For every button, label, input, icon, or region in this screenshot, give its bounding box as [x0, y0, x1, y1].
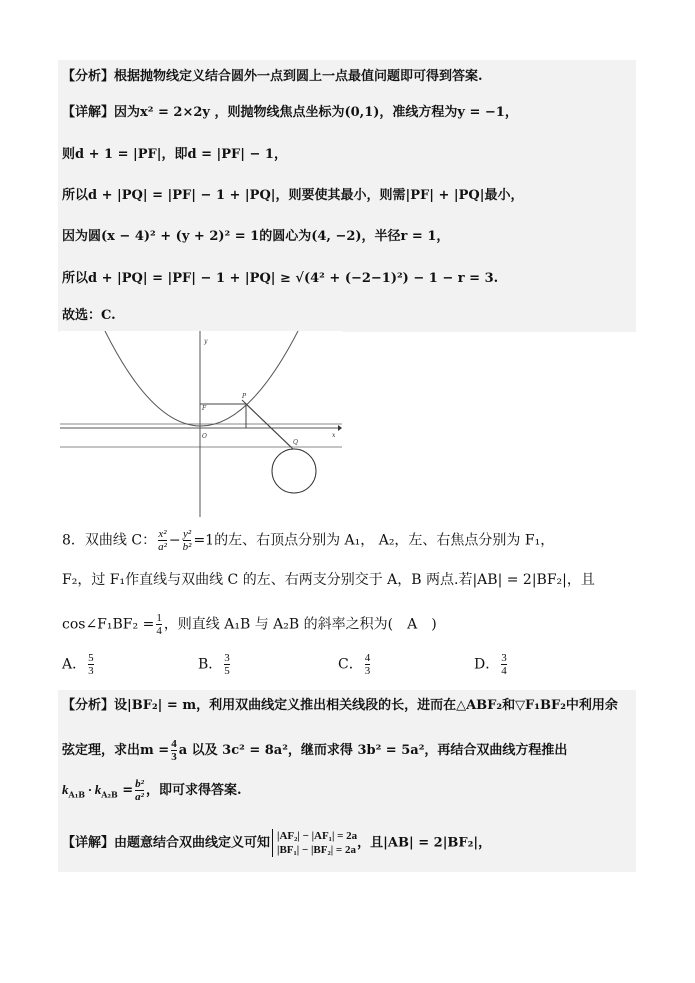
frac-b2-a2	[135, 778, 144, 803]
slope-k2: · k	[84, 782, 102, 797]
frac-num: 4	[364, 652, 371, 664]
frac-den: 4	[156, 625, 162, 637]
option-fraction	[88, 652, 94, 677]
question-8-text-b: =1的左、右顶点分别为 A₁， A₂，左、右焦点分别为 F₁，	[193, 532, 555, 549]
option-a	[62, 652, 96, 677]
question-8-text-a: 双曲线 C：	[84, 532, 157, 549]
detail-text-a: 【详解】由题意结合双曲线定义可知	[62, 835, 271, 851]
analysis-text-b1: 弦定理，求出m =	[62, 743, 170, 758]
point-q-label: Q	[293, 439, 298, 446]
detail-line-2: 则d + 1 = |PF|，即d = |PF| − 1，	[62, 147, 287, 162]
option-letter: B．	[198, 656, 223, 673]
slope-k1: k	[62, 782, 69, 797]
frac-x2-a2	[158, 528, 167, 553]
frac-den: 3	[171, 751, 177, 763]
frac-num: 5	[88, 652, 94, 664]
question-8-text-c: ，则直线 A₁B 与 A₂B 的斜率之积为( A )	[163, 616, 437, 633]
analysis-text-7: 【分析】根据抛物线定义结合圆外一点到圆上一点最值问题即可得到答案.	[62, 69, 483, 84]
frac-num: 1	[156, 612, 162, 624]
slope-sub-2: A₂B	[101, 789, 118, 800]
option-letter: A．	[62, 656, 87, 673]
frac-4-3	[171, 738, 177, 763]
focus-label: F	[202, 405, 207, 412]
option-c	[338, 652, 372, 677]
frac-y2-b2	[183, 528, 192, 553]
frac-den: 4	[501, 665, 507, 677]
frac-num: 3	[224, 652, 230, 664]
frac-den: 3	[88, 665, 94, 677]
frac-num: 4	[171, 738, 177, 750]
detail-line-4: 因为圆(x − 4)² + (y + 2)² = 1的圆心为(4, −2)，半径r = 1，	[62, 229, 450, 244]
question-8-line-3	[62, 612, 437, 637]
analysis-text-c2: ，即可求得答案.	[145, 783, 242, 798]
detail-line-1	[62, 104, 518, 122]
conclusion-text: 故选：C.	[62, 308, 116, 323]
question-number: 8．	[62, 532, 85, 549]
frac-1-4	[156, 612, 162, 637]
system-eq-1: |AF₂| − |AF₁| = 2a	[277, 830, 358, 842]
parabola-circle-graph	[60, 331, 342, 517]
frac-num: y²	[182, 528, 192, 540]
frac-den: a²	[135, 791, 144, 803]
detail-line-3: 所以d + |PQ| = |PF| − 1 + |PQ|，则要使其最小，则需|PF| + |PQ|最小，	[62, 188, 524, 203]
system-eq-2: |BF₁| − |BF₂| = 2a	[277, 844, 356, 856]
frac-den: a²	[158, 541, 167, 553]
analysis-line-1: 【分析】设|BF₂| = m，利用双曲线定义推出相关线段的长，进而在△ABF₂和▽F₁BF₂中利用余	[62, 698, 618, 713]
detail-text-b: ，且|AB| = 2|BF₂|，	[357, 835, 492, 851]
detail-label: 【详解】	[62, 105, 115, 120]
detail-text: 因为x² = 2×2y ，则抛物线焦点坐标为(0,1)，准线方程为y = −1，	[114, 105, 518, 120]
frac-den: b²	[182, 541, 192, 553]
frac-num: b²	[135, 778, 144, 790]
origin-label: O	[202, 433, 207, 440]
option-letter: C．	[338, 656, 363, 673]
question-8-line-1: 8．双曲线 C： $\frac{\text{x²}}{\text{a²}}$ − $\frac{\text{y²}}{\text{b²}}$ =1的左、右顶点分别为 A₁， A₂，左、右焦点分别为 F₁，	[62, 528, 555, 553]
question-8-line-2: F₂，过 F₁作直线与双曲线 C 的左、右两支分别交于 A，B 两点.若|AB| = 2|BF₂|，且	[62, 572, 595, 588]
option-letter: D．	[474, 656, 500, 673]
y-axis-label: y	[204, 338, 208, 345]
x-axis-label: x	[332, 432, 336, 439]
option-b	[198, 652, 232, 677]
detail-line-8	[62, 829, 491, 857]
option-fraction	[501, 652, 507, 677]
frac-num: x²	[158, 528, 167, 540]
analysis-line-3	[62, 778, 241, 804]
detail-line-5: 所以d + |PQ| = |PF| − 1 + |PQ| ≥ √(4² + (−2−1)²) − 1 − r = 3.	[62, 271, 499, 286]
analysis-text-b2: a 以及 3c² = 8a²，继而求得 3b² = 5a²，再结合双曲线方程推出	[178, 743, 568, 758]
analysis-line-2	[62, 738, 567, 763]
equation-system	[272, 829, 357, 857]
frac-den: 3	[364, 665, 371, 677]
option-d	[474, 652, 509, 677]
slope-equals: =	[117, 783, 134, 798]
option-fraction	[224, 652, 230, 677]
frac-num: 3	[501, 652, 507, 664]
point-p-label: P	[242, 393, 247, 400]
slope-sub-1: A₁B	[68, 789, 85, 800]
option-fraction	[365, 652, 371, 677]
question-8-cos: cos∠F₁BF₂ =	[62, 616, 155, 633]
frac-den: 5	[224, 665, 230, 677]
